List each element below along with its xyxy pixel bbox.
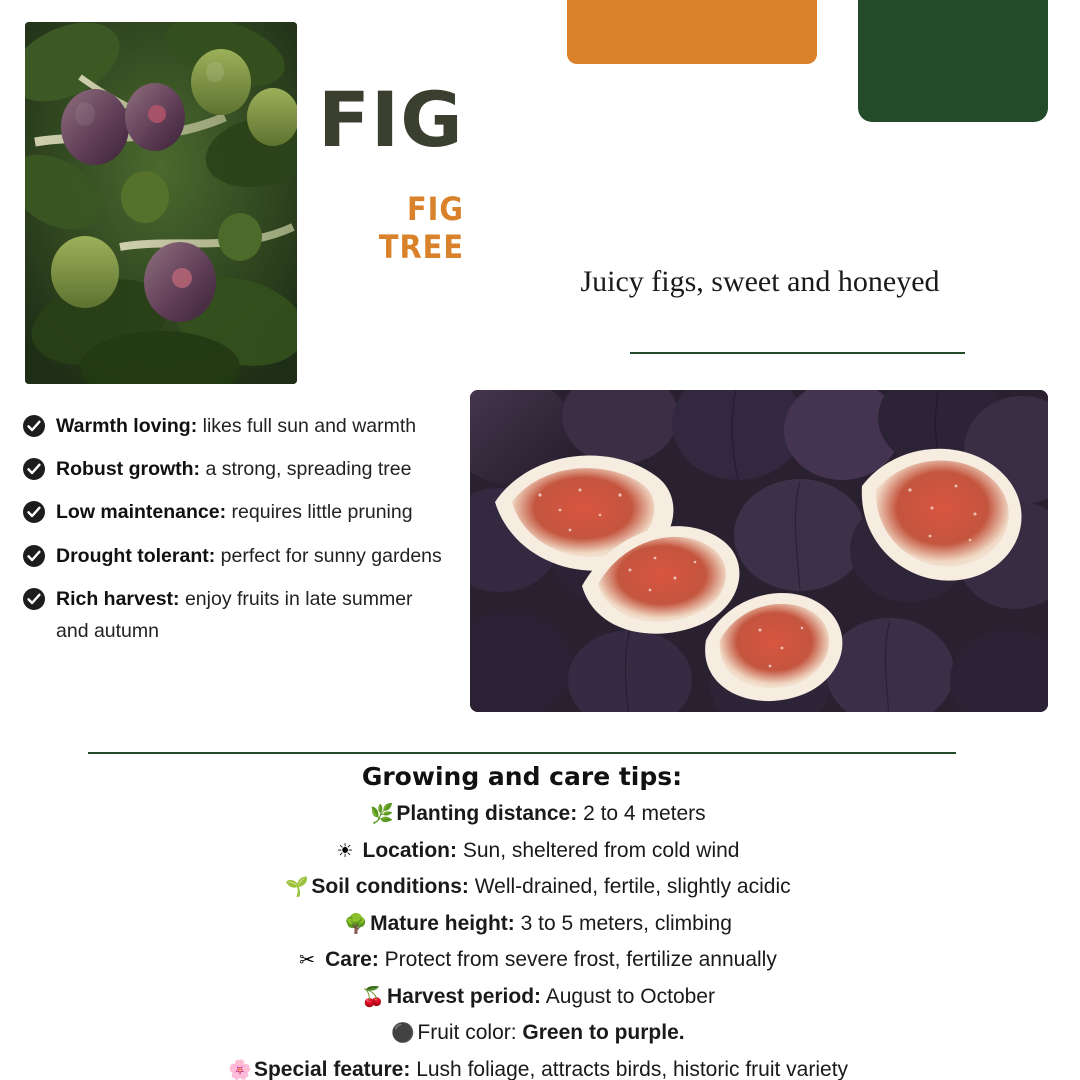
tree-icon: 🌳	[344, 913, 368, 935]
care-value: August to October	[541, 984, 715, 1008]
list-item	[22, 496, 442, 528]
list-item	[88, 835, 988, 868]
list-item	[88, 944, 988, 977]
feature-text: requires little pruning	[226, 501, 413, 524]
list-item	[88, 871, 988, 904]
feature-text: perfect for sunny gardens	[215, 544, 442, 567]
check-circle-icon	[22, 500, 46, 524]
blossom-icon: 🌸	[227, 1059, 252, 1080]
check-circle-icon	[22, 457, 46, 481]
decor-block-green	[858, 0, 1048, 122]
feature-text: enjoy fruits in late summer and autumn	[56, 587, 413, 642]
seedling-icon: 🌱	[285, 877, 310, 899]
scissors-icon: ✂	[299, 950, 316, 972]
decor-block-orange	[567, 0, 817, 64]
care-list	[88, 798, 988, 1080]
feature-list	[22, 410, 442, 658]
feature-label: Rich harvest:	[56, 587, 180, 610]
care-divider	[88, 752, 956, 754]
care-value: Lush foliage, attracts birds, historic fruit variety	[410, 1057, 849, 1080]
list-item	[22, 540, 442, 572]
list-item	[22, 410, 442, 442]
page-title: FIG	[318, 75, 464, 164]
care-label: Harvest period:	[387, 984, 542, 1008]
list-item	[88, 981, 988, 1014]
care-value: 2 to 4 meters	[577, 802, 706, 825]
herb-icon: 🌿	[370, 804, 395, 825]
care-label: Green to purple.	[522, 1021, 685, 1045]
circle-icon: ⚫	[391, 1023, 416, 1045]
care-label: Location:	[362, 838, 457, 862]
tagline-divider	[630, 352, 965, 354]
list-item	[88, 908, 988, 941]
feature-text: a strong, spreading tree	[200, 458, 412, 481]
care-value: 3 to 5 meters, climbing	[514, 911, 732, 935]
list-item	[22, 453, 442, 485]
list-item	[88, 1017, 988, 1050]
feature-label: Low maintenance:	[56, 501, 227, 524]
fig-tree-photo	[25, 22, 297, 384]
cherries-icon: 🍒	[361, 986, 385, 1008]
feature-text: likes full sun and warmth	[197, 415, 417, 437]
feature-label: Drought tolerant:	[56, 544, 216, 567]
care-value: Fruit color:	[417, 1021, 523, 1045]
feature-label: Warmth loving:	[56, 415, 198, 437]
care-label: Special feature:	[253, 1057, 411, 1080]
care-value: Well-drained, fertile, slightly acidic	[468, 875, 791, 899]
care-label: Care:	[325, 948, 379, 972]
care-value: Sun, sheltered from cold wind	[457, 838, 740, 862]
check-circle-icon	[22, 414, 46, 438]
page-subtitle: FIG TREE	[378, 190, 464, 266]
list-item	[88, 1054, 988, 1080]
care-label: Planting distance:	[396, 802, 578, 825]
feature-label: Robust growth:	[56, 458, 201, 481]
list-item	[88, 798, 988, 831]
check-circle-icon	[22, 587, 46, 611]
tagline: Juicy figs, sweet and honeyed	[580, 265, 940, 298]
sun-icon: ☀	[336, 840, 354, 862]
sliced-figs-photo	[470, 390, 1048, 712]
care-heading: Growing and care tips:	[361, 762, 683, 791]
care-label: Mature height:	[370, 911, 515, 935]
care-value: Protect from severe frost, fertilize annually	[378, 948, 777, 972]
list-item	[22, 583, 442, 647]
check-circle-icon	[22, 544, 46, 568]
care-label: Soil conditions:	[311, 875, 469, 899]
